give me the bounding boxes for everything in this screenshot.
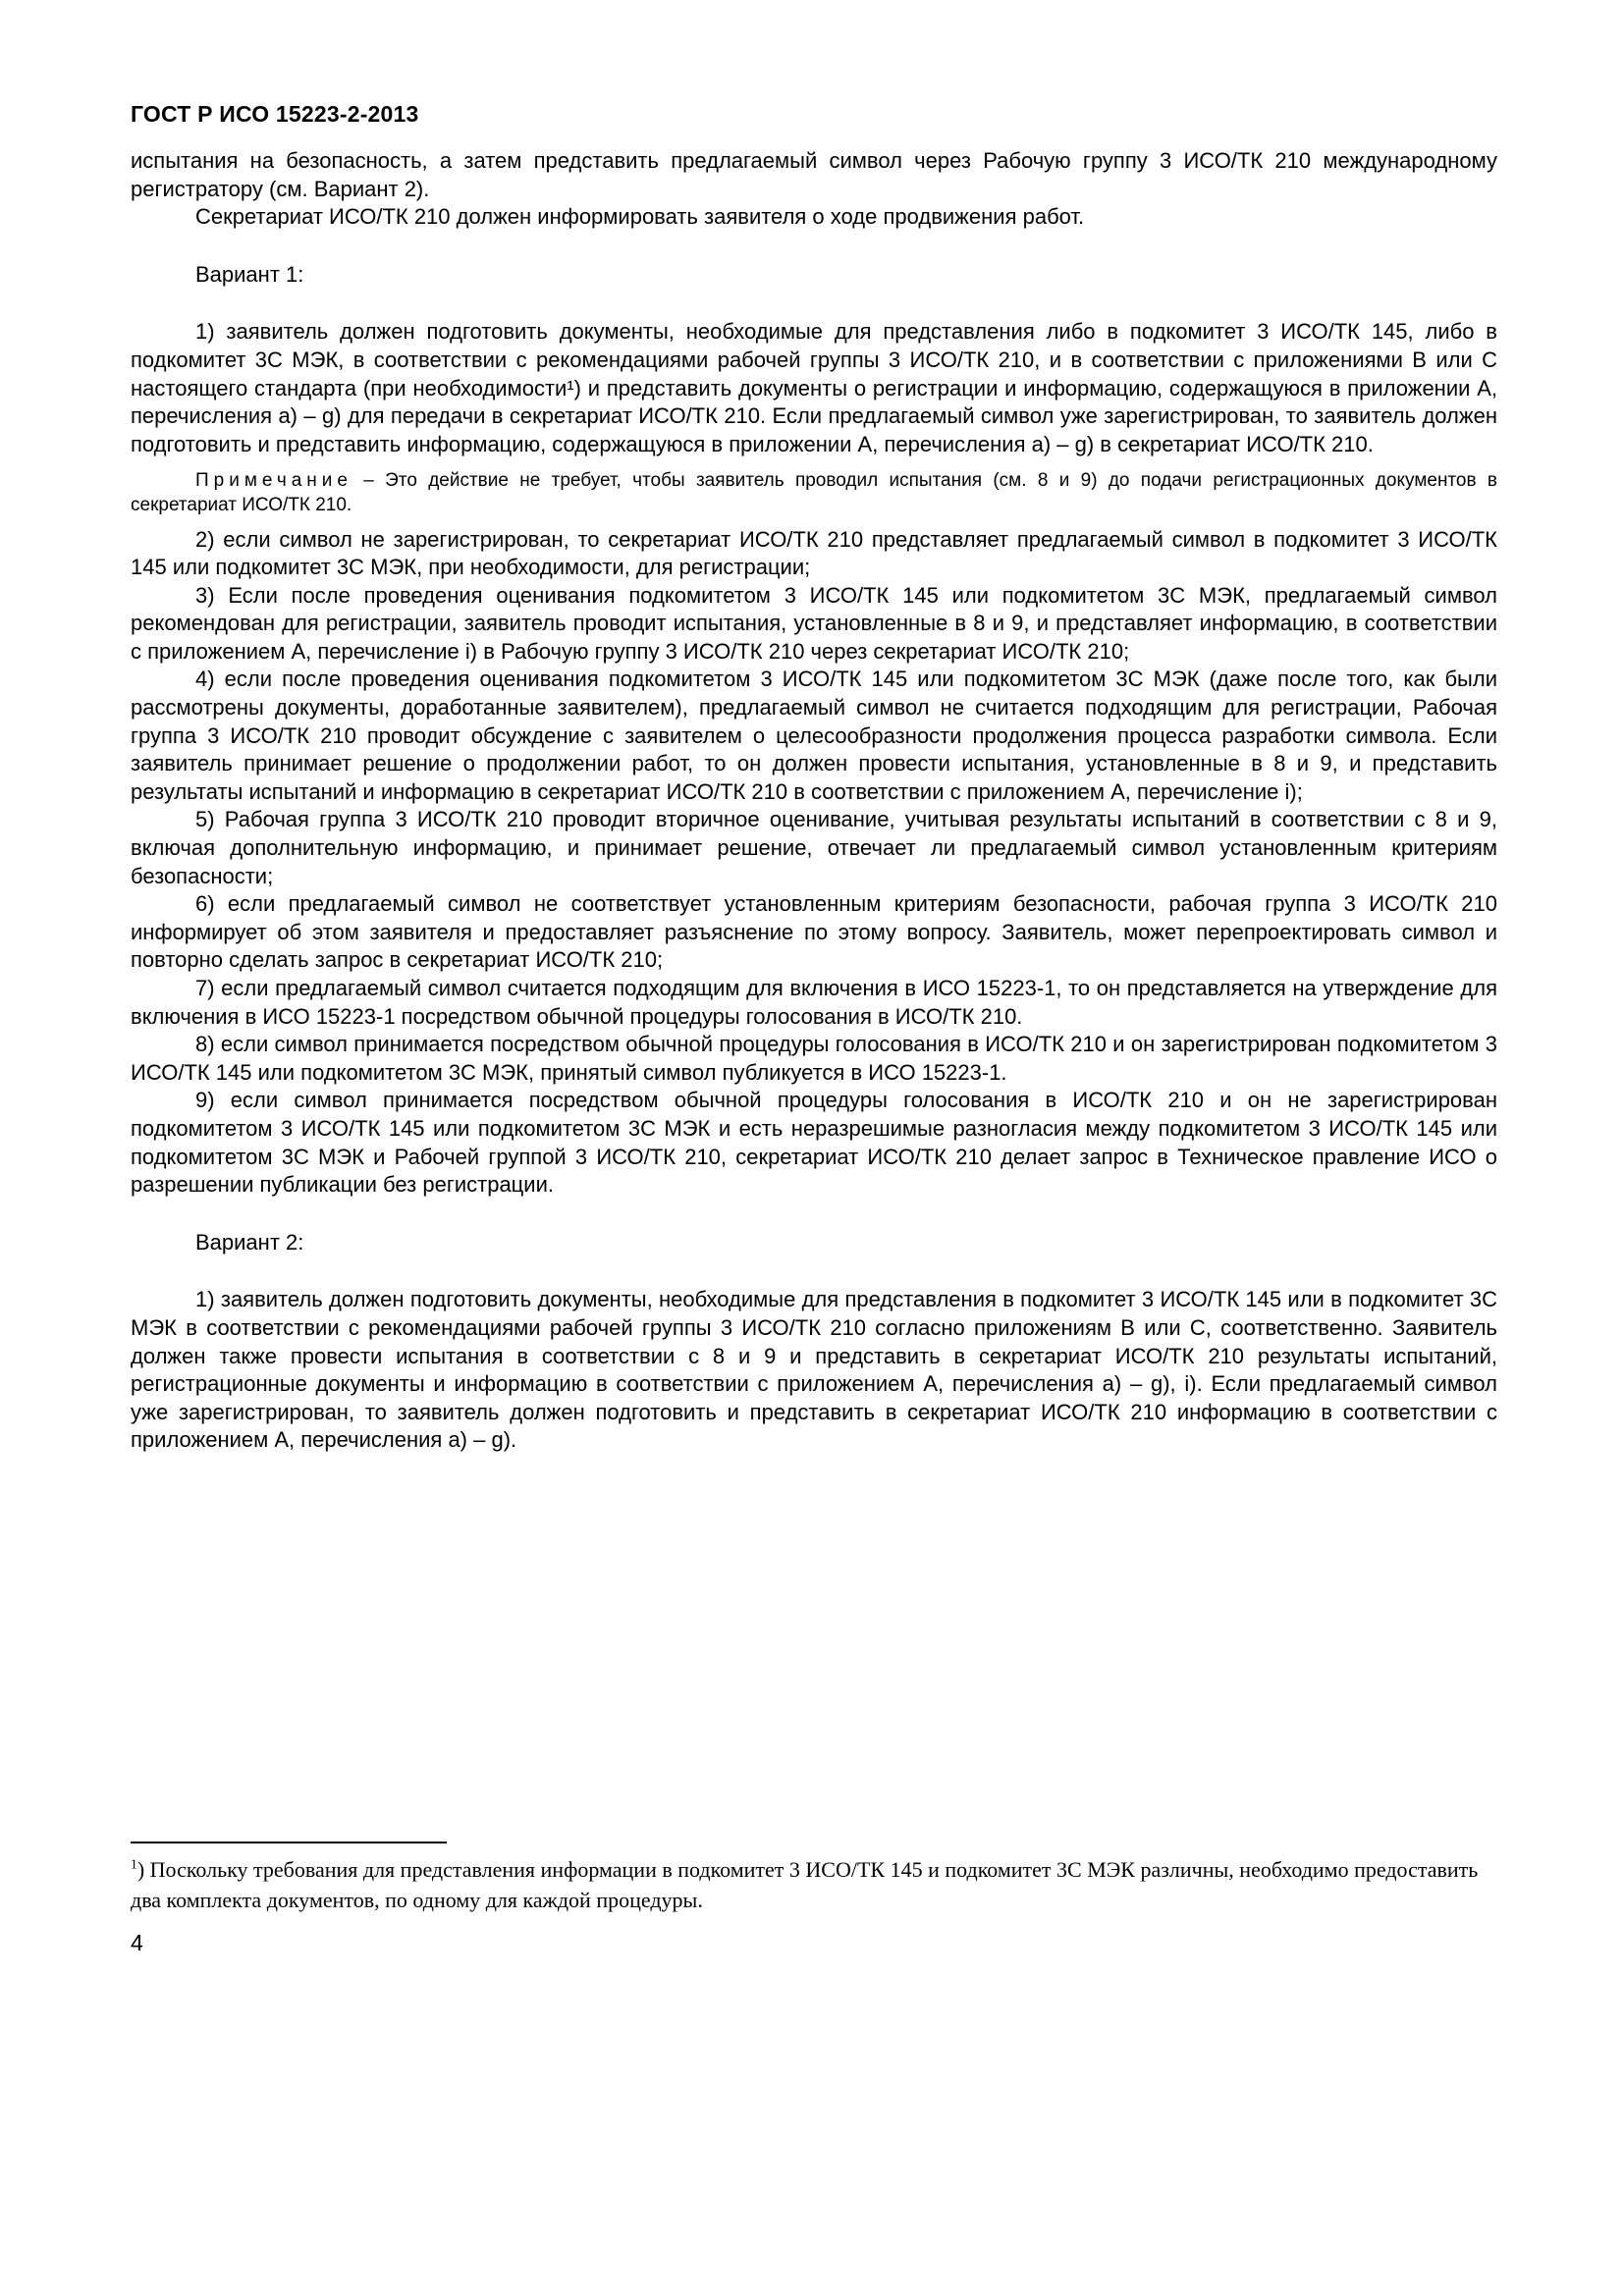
paragraph: 7) если предлагаемый символ считается подходящим для включения в ИСО 15223-1, то он представляется на утверждение для включения в ИСО 15223-1 посредством обычной процедуры голосования в ИСО/ТК 210. bbox=[131, 976, 1497, 1029]
paragraph: 1) заявитель должен подготовить документы, необходимые для представления в подкомитет 3 ИСО/ТК 145 или в подкомитет 3С МЭК в соответствии с рекомендациями рабочей группы 3 ИСО/ТК 210 согласно приложениям B или C, соответственно. Заявитель должен также провести испытания в соответствии с 8 и 9 и представить в секретариат ИСО/ТК 210 результаты испытаний, регистрационные документы и информацию в соответствии с приложением A, перечисления a) – g), i). Если предлагаемый символ уже зарегистрирован, то заявитель должен подготовить и представить в секретариат ИСО/ТК 210 информацию в соответствии с приложением A, перечисления a) – g). bbox=[131, 1287, 1497, 1453]
paragraph: 8) если символ принимается посредством обычной процедуры голосования в ИСО/ТК 210 и он зарегистрирован подкомитетом 3 ИСО/ТК 145 или подкомитетом 3С МЭК, принятый символ публикуется в ИСО 15223-1. bbox=[131, 1032, 1497, 1085]
note-label: Примечание bbox=[195, 470, 352, 492]
paragraph: 4) если после проведения оценивания подкомитетом 3 ИСО/ТК 145 или подкомитетом 3С МЭК (даже после того, как были рассмотрены документы, доработанные заявителем), предлагаемый символ не считается подходящим для регистрации, Рабочая группа 3 ИСО/ТК 210 проводит обсуждение с заявителем о целесообразности продолжения процесса разработки символа. Если заявитель принимает решение о продолжении работ, то он должен провести испытания, установленные в 8 и 9, и представить результаты испытаний и информацию в секретариат ИСО/ТК 210 в соответствии с приложением A, перечисление i); bbox=[131, 667, 1497, 804]
paragraph: 2) если символ не зарегистрирован, то секретариат ИСО/ТК 210 представляет предлагаемый символ в подкомитет 3 ИСО/ТК 145 или подкомитет 3С МЭК, при необходимости, для регистрации; bbox=[131, 526, 1497, 580]
paragraph: 3) Если после проведения оценивания подкомитетом 3 ИСО/ТК 145 или подкомитетом 3С МЭК, предлагаемый символ рекомендован для регистрации, заявитель проводит испытания, установленные в 8 и 9, и представляет информацию, в соответствии с приложением A, перечисление i) в Рабочую группу 3 ИСО/ТК 210 через секретариат ИСО/ТК 210; bbox=[131, 582, 1497, 664]
document-code: ГОСТ Р ИСО 15223-2-2013 bbox=[131, 101, 419, 127]
document-content bbox=[131, 147, 1497, 1455]
paragraph: 6) если предлагаемый символ не соответствует установленным критериям безопасности, рабочая группа 3 ИСО/ТК 210 информирует об этом заявителя и предоставляет разъяснение по этому вопросу. Заявитель, может перепроектировать символ и повторно сделать запрос в секретариат ИСО/ТК 210; bbox=[131, 891, 1497, 973]
footnote bbox=[131, 1855, 1497, 1916]
variant-heading: Вариант 1: bbox=[195, 261, 304, 287]
paragraph: 9) если символ принимается посредством обычной процедуры голосования в ИСО/ТК 210 и он не зарегистрирован подкомитетом 3 ИСО/ТК 145 или подкомитетом 3С МЭК и есть неразрешимые разногласия между подкомитетом 3 ИСО/ТК 145 или подкомитетом 3С МЭК и Рабочей группой 3 ИСО/ТК 210, секретариат ИСО/ТК 210 делает запрос в Техническое правление ИСО о разрешении публикации без регистрации. bbox=[131, 1088, 1497, 1198]
paragraph: испытания на безопасность, а затем представить предлагаемый символ через Рабочую группу 3 ИСО/ТК 210 международному регистратору (см. Вариант 2). bbox=[131, 148, 1497, 201]
paragraph: 5) Рабочая группа 3 ИСО/ТК 210 проводит вторичное оценивание, учитывая результаты испытаний в соответствии с 8 и 9, включая дополнительную информацию, и принимает решение, отвечает ли предлагаемый символ установленным критериям безопасности; bbox=[131, 807, 1497, 888]
paragraph: Секретариат ИСО/ТК 210 должен информировать заявителя о ходе продвижения работ. bbox=[195, 204, 1085, 230]
note-paragraph: Примечание – Это действие не требует, чтобы заявитель проводил испытания (см. 8 и 9) до подачи регистрационных документов в секретариат ИСО/ТК 210. bbox=[131, 470, 1497, 516]
footnote-divider bbox=[131, 1842, 447, 1843]
page-number: 4 bbox=[131, 1930, 143, 1955]
footnote-text: ) Поскольку требования для представления информации в подкомитет 3 ИСО/ТК 145 и подкомитет 3С МЭК различны, необходимо предоставить два комплекта документов, по одному для каждой процедуры. bbox=[131, 1857, 1479, 1912]
paragraph: 1) заявитель должен подготовить документы, необходимые для представления либо в подкомитет 3 ИСО/ТК 145, либо в подкомитет 3С МЭК, в соответствии с рекомендациями рабочей группы 3 ИСО/ТК 210, и в соответствии с приложениями B или C настоящего стандарта (при необходимости¹) и представить документы о регистрации и информацию, содержащуюся в приложении A, перечисления a) – g) для передачи в секретариат ИСО/ТК 210. Если предлагаемый символ уже зарегистрирован, то заявитель должен подготовить и представить информацию, содержащуюся в приложении A, перечисления a) – g) в секретариат ИСО/ТК 210. bbox=[131, 319, 1497, 456]
variant-heading: Вариант 2: bbox=[195, 1229, 304, 1255]
footnote-area bbox=[131, 1842, 1497, 1916]
footnote-marker: 1 bbox=[131, 1856, 137, 1872]
